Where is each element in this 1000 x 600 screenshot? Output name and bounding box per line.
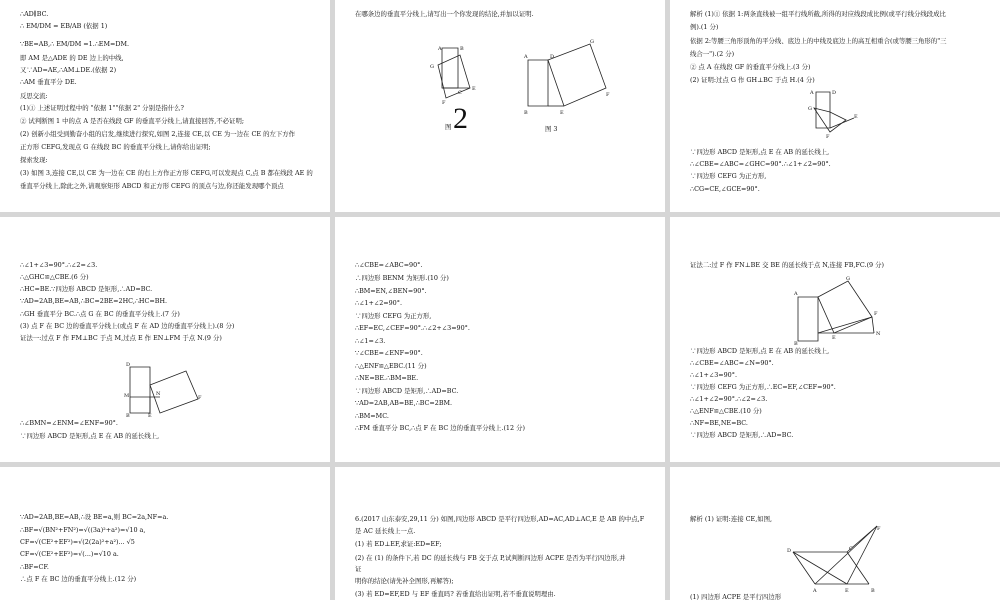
text-line: ∴∠CBE=∠ABC=90°. (355, 261, 423, 269)
text-line: (1)① 上述证明过程中的 "依据 1""依据 2" 分别是指什么? (20, 104, 184, 112)
svg-text:B: B (871, 588, 875, 592)
svg-text:E: E (560, 110, 564, 116)
text-line: ∴∠1+∠2=90°. (355, 299, 402, 307)
text-line: 证 (355, 565, 362, 573)
text-line: (2) 证明:过点 G 作 GH⊥BC 于点 H.(4 分) (690, 76, 815, 84)
text-line: ∴NE=BE.∴BM=BE. (355, 374, 419, 382)
text-line: (1) 若 ED⊥EF,求证:ED=EF; (355, 540, 442, 548)
text-line: ∴∠1+∠3=90°. (690, 371, 737, 379)
text-line: 依据 2:等腰三角形顶角的平分线、底边上的中线及底边上的高互相重合(或等腰三角形的"三 (690, 37, 947, 45)
svg-text:F: F (606, 92, 610, 98)
svg-text:N: N (156, 391, 161, 397)
text-line: ② 点 A 在线段 GF 的垂直平分线上.(3 分) (690, 63, 811, 71)
text-line: ∴BF=CF. (20, 563, 49, 571)
text-line: (3) 如图 3,连接 CE,以 CE 为一边在 CE 的右上方作正方形 CEFG,可以发现点 C,点 B 都在线段 AE 的 (20, 169, 313, 177)
proof-diagram (120, 359, 210, 419)
svg-text:C: C (458, 90, 462, 96)
text-line: ∴△ENF≌△EBC.(11 分) (355, 362, 427, 370)
text-line: ∴EF=EC,∠CEF=90°.∴∠2+∠3=90°. (355, 324, 470, 332)
text-line: ∴四边形 BENM 为矩形.(10 分) (355, 274, 449, 282)
svg-text:B: B (794, 341, 798, 345)
figure-3-diagram (520, 36, 610, 116)
text-line: ∴△GHC≌△CBE.(6 分) (20, 273, 89, 281)
page-panel-2[interactable] (335, 0, 665, 212)
text-line: ∴GH 垂直平分 BC.∴点 G 在 BC 的垂直平分线上.(7 分) (20, 310, 180, 318)
text-line: 明你的结论(请先补全图形,再解答); (355, 577, 454, 585)
text-line: ∴AM 垂直平分 DE. (20, 78, 77, 86)
text-line: ∴∠1=∠3. (355, 337, 386, 345)
text-line: ∴ EM/DM = EB/AB (依据 1) (20, 22, 108, 30)
text-line: (3) 点 F 在 BC 边的垂直平分线上(或点 F 在 AD 边的垂直平分线上).(8 分) (20, 322, 235, 330)
page-panel-9[interactable] (670, 467, 1000, 600)
text-line: CF=√(CE²+EF²)=√(2(2a)²+a²)... √5 (20, 538, 135, 546)
text-line: ∵四边形 ABCD 是矩形,点 E 在 AB 的延长线上, (20, 432, 160, 440)
svg-text:E: E (148, 413, 152, 419)
text-line: ∴AD∥BC. (20, 10, 49, 18)
page-panel-4[interactable] (0, 217, 330, 462)
page-panel-7[interactable] (0, 467, 330, 600)
svg-text:A: A (813, 588, 817, 592)
svg-text:E: E (854, 114, 858, 120)
figure-2-caption: 图 (445, 123, 452, 131)
text-line: 反思交流: (20, 92, 48, 100)
svg-text:G: G (430, 64, 434, 70)
svg-text:B: B (460, 46, 464, 52)
text-line: (3) 若 ED=EF,ED 与 EF 垂直吗? 若垂直给出证明,若不垂直说明理由. (355, 590, 556, 598)
svg-text:F: F (874, 311, 878, 317)
text-line: ∴∠BMN=∠ENM=∠ENF=90°. (20, 419, 118, 427)
text-line: ∵AD=2AB,BE=AB,∴BC=2BE=2HC,∴HC=BH. (20, 297, 168, 305)
figure-2-number: 2 (453, 102, 468, 135)
text-line: 例).(1 分) (690, 23, 719, 31)
svg-text:D: D (787, 548, 792, 554)
text-line: 证法一:过点 F 作 FM⊥BC 于点 M,过点 E 作 EN⊥FM 于点 N.(9 分) (20, 334, 222, 342)
text-line: ∵AD=2AB,BE=AB,∴设 BE=a,则 BC=2a,NF=a. (20, 513, 169, 521)
text-line: ∴∠CBE=∠ABC=∠GHC=90°.∴∠1+∠2=90°. (690, 160, 831, 168)
text-line: ② 试判断图 1 中的点 A 是否在线段 GF 的垂直平分线上,请直接回答,不必证明; (20, 117, 244, 125)
proof-diagram (785, 522, 895, 592)
svg-text:D: D (550, 54, 555, 60)
text-line: ∵四边形 ABCD 是矩形,∴AD=BC. (355, 387, 459, 395)
text-line: ∴△ENF≌△CBE.(10 分) (690, 407, 762, 415)
text-line: ∵∠CBE=∠ENF=90°. (355, 349, 423, 357)
text-line: ∵四边形 CEFG 为正方形, (690, 172, 767, 180)
text-line: 即 AM 是△ADE 的 DE 边上的中线, (20, 54, 124, 62)
text-line: (2) 创新小组受到勤奋小组的启发,继续进行探究,如图 2,连接 CE,以 CE 为一边在 CE 的左下方作 (20, 130, 296, 138)
page-panel-8[interactable] (335, 467, 665, 600)
svg-text:M: M (124, 393, 130, 399)
text-line: ∴点 F 在 BC 边的垂直平分线上.(12 分) (20, 575, 137, 583)
svg-text:A: A (438, 46, 442, 52)
text-line: ∴∠1+∠2=90°.∴∠2=∠3. (690, 395, 768, 403)
text-line: ∵BE=AB,∴ EM/DM =1.∴EM=DM. (20, 40, 130, 48)
page-panel-6[interactable] (670, 217, 1000, 462)
svg-text:G: G (808, 106, 812, 112)
proof-diagram (800, 88, 880, 138)
text-line: ∴FM 垂直平分 BC,∴点 F 在 BC 边的垂直平分线上.(12 分) (355, 424, 525, 432)
svg-text:N: N (876, 331, 881, 337)
svg-text:F: F (442, 100, 446, 106)
text-line: 正方形 CEFG,发现点 G 在线段 BC 的垂直平分线上,请你给出证明; (20, 143, 211, 151)
page-panel-5[interactable] (335, 217, 665, 462)
text-line: ∴∠1+∠3=90°.∴∠2=∠3. (20, 261, 98, 269)
text-line: 是 AC 延长线上一点. (355, 527, 416, 535)
text-line: 解析 (1)① 依据 1:两条直线被一组平行线所截,所得的对应线段成比例(或平行线分线段成比 (690, 10, 946, 18)
svg-text:A: A (794, 291, 798, 297)
text-line: ∴BM=EN,∠BEN=90°. (355, 287, 427, 295)
text-line: 解析 (1) 证明:连接 CE,如图, (690, 515, 773, 523)
text-line: 线合一").(2 分) (690, 50, 735, 58)
svg-text:B: B (126, 413, 130, 419)
text-line: ∴BF=√(BN²+FN²)=√((3a)²+a²)=√10 a, (20, 526, 146, 534)
text-line: ∴CG=CE,∠GCE=90°. (690, 185, 760, 193)
page-panel-3[interactable] (670, 0, 1000, 212)
svg-text:C: C (849, 546, 853, 552)
text-line: ∴BM=MC. (355, 412, 389, 420)
text-line: 在哪条边的垂直平分线上,请写出一个你发现的结论,并加以证明. (355, 10, 534, 18)
proof-diagram (790, 275, 890, 345)
text-line: (1) 四边形 ACPE 是平行四边形 (690, 593, 782, 600)
svg-text:D: D (832, 90, 837, 96)
text-line: ∴NF=BE,NE=BC. (690, 419, 748, 427)
text-line: ∵四边形 ABCD 是矩形,点 E 在 AB 的延长线上, (690, 347, 830, 355)
page-panel-1[interactable] (0, 0, 330, 212)
svg-text:F: F (877, 526, 881, 532)
text-line: (2) 在 (1) 的条件下,若 DC 的延长线与 FB 交于点 P,试判断四边形 ACPE 是否为平行四边形,并 (355, 554, 626, 562)
text-line: 6.(2017 山东泰安,29,11 分) 如图,四边形 ABCD 是平行四边形,AD=AC,AD⊥AC,E 是 AB 的中点,F (355, 515, 645, 523)
svg-text:A: A (524, 54, 528, 60)
text-line: ∵四边形 CEFG 为正方形, (355, 312, 432, 320)
svg-text:B: B (524, 110, 528, 116)
svg-text:G: G (846, 276, 850, 282)
text-line: ∴∠CBE=∠ABC=∠N=90°. (690, 359, 774, 367)
figure-2-diagram (420, 40, 500, 110)
text-line: ∵AD=2AB,AB=BE,∴BC=2BM. (355, 399, 453, 407)
text-line: ∵四边形 ABCD 是矩形,∴AD=BC. (690, 431, 794, 439)
svg-text:E: E (832, 335, 836, 341)
svg-text:G: G (590, 39, 594, 45)
svg-text:A: A (810, 90, 814, 96)
svg-text:F: F (198, 395, 202, 401)
text-line: 探索发现: (20, 156, 48, 164)
text-line: ∵四边形 CEFG 为正方形,∴EC=EF,∠CEF=90°. (690, 383, 836, 391)
text-line: 又∵AD=AE,∴AM⊥DE.(依据 2) (20, 66, 117, 74)
text-line: 垂直平分线上,除此之外,请观察矩形 ABCD 和正方形 CEFG 的顶点与边,你还能发现哪个顶点 (20, 182, 284, 190)
svg-text:F: F (826, 134, 830, 138)
text-line: 证法二:过 F 作 FN⊥BE 交 BE 的延长线于点 N,连接 FB,FC.(9 分) (690, 261, 885, 269)
svg-text:D: D (126, 362, 131, 368)
svg-text:E: E (472, 86, 476, 92)
text-line: ∵四边形 ABCD 是矩形,点 E 在 AB 的延长线上, (690, 148, 830, 156)
figure-3-caption: 图 3 (545, 125, 558, 133)
text-line: CF=√(CE²+EF²)=√(...)=√10 a. (20, 550, 119, 558)
text-line: ∴HC=BE.∵四边形 ABCD 是矩形,∴AD=BC. (20, 285, 153, 293)
svg-text:E: E (845, 588, 849, 592)
